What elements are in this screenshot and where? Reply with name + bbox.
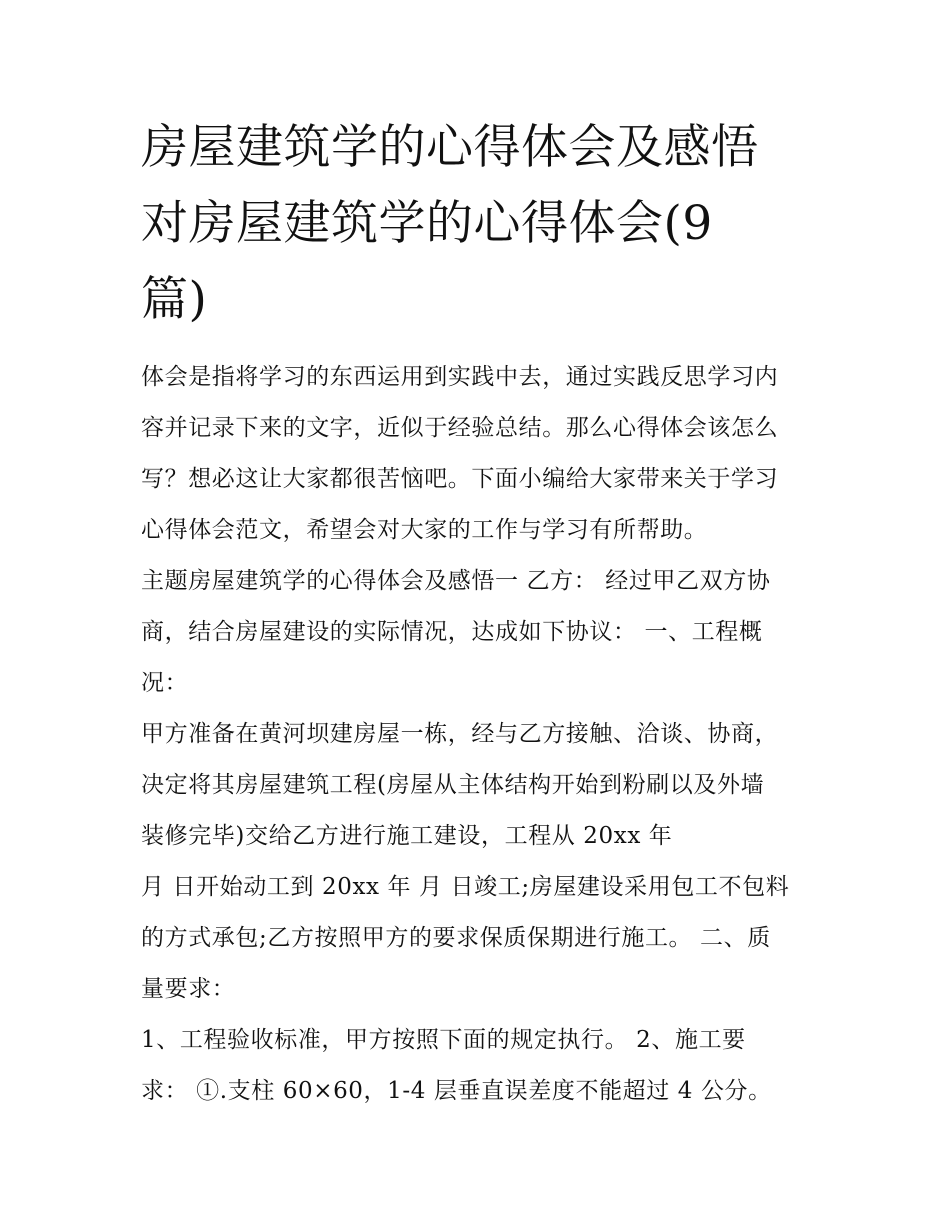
paragraph-project-overview: [141, 709, 810, 1015]
text-line: 的方式承包;乙方按照甲方的要求保质保期进行施工。 二、质: [141, 925, 771, 951]
paragraph-intro: [141, 352, 810, 556]
text-line: 求： ①.支柱 60×60，1-4 层垂直误差度不能超过 4 公分。: [141, 1078, 772, 1104]
paragraph-quality-requirements: [141, 1015, 810, 1117]
text-line: 甲方准备在黄河坝建房屋一栋，经与乙方接触、洽谈、协商，: [141, 721, 779, 747]
text-line: 1、工程验收标准，甲方按照下面的规定执行。 2、施工要: [141, 1027, 746, 1053]
title-line-3: 篇): [141, 272, 208, 327]
text-line: 装修完毕)交给乙方进行施工建设，工程从 20xx 年: [141, 823, 673, 849]
text-line: 决定将其房屋建筑工程(房屋从主体结构开始到粉刷以及外墙: [141, 772, 765, 798]
text-line: 量要求：: [141, 976, 236, 1002]
text-line: 体会是指将学习的东西运用到实践中去，通过实践反思学习内: [141, 364, 779, 390]
text-line: 商，结合房屋建设的实际情况，达成如下协议： 一、工程概: [141, 619, 763, 645]
text-line: 主题房屋建筑学的心得体会及感悟一 乙方： 经过甲乙双方协: [141, 568, 771, 594]
document-body: [141, 352, 810, 1117]
text-line: 容并记录下来的文字，近似于经验总结。那么心得体会该怎么: [141, 415, 779, 441]
text-line: 写？想必这让大家都很苦恼吧。下面小编给大家带来关于学习: [141, 466, 779, 492]
text-line: 心得体会范文，希望会对大家的工作与学习有所帮助。: [141, 517, 708, 543]
text-line: 月 日开始动工到 20xx 年 月 日竣工;房屋建设采用包工不包料: [141, 874, 790, 900]
title-line-1: 房屋建筑学的心得体会及感悟: [141, 120, 759, 175]
title-line-2: 对房屋建筑学的心得体会(9: [141, 196, 713, 251]
paragraph-topic-one: [141, 556, 810, 709]
text-line: 况：: [141, 670, 189, 696]
document-title: [141, 110, 810, 338]
